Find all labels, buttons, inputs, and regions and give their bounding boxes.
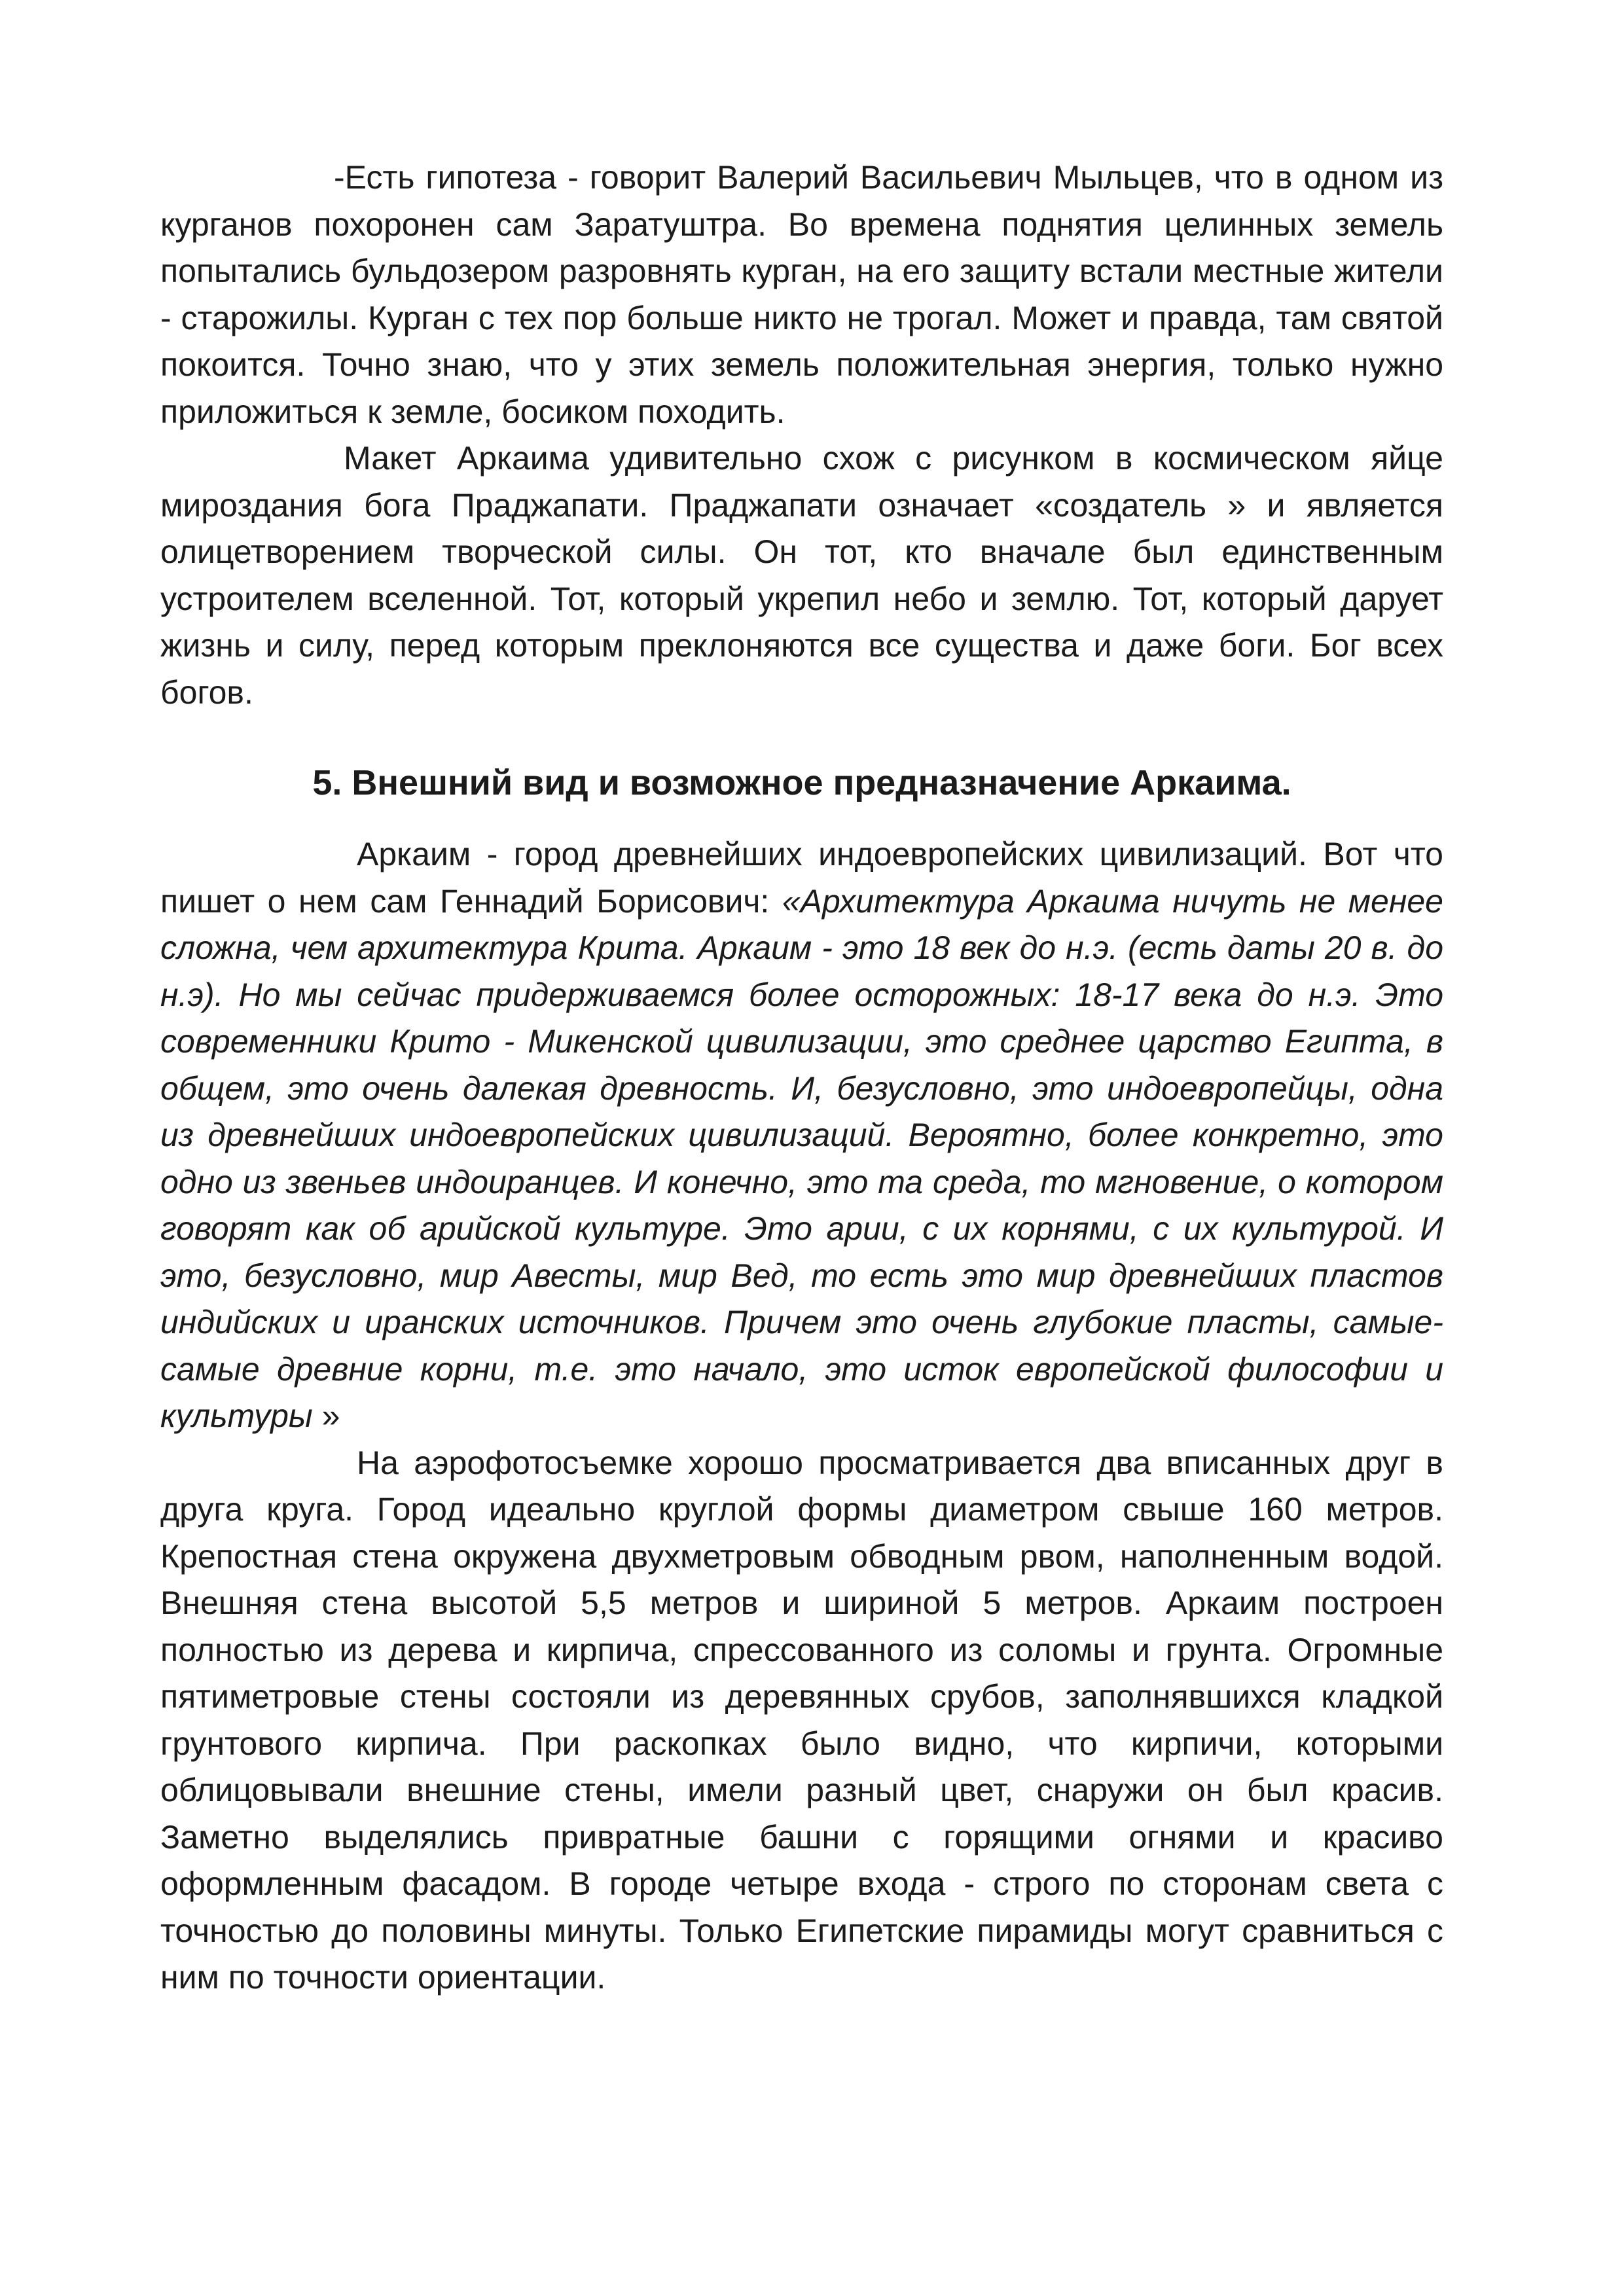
italic-quote: «Архитектура Аркаима ничуть не менее сложна, чем архитектура Крита. Аркаим - это 18 век до н.э. (есть даты 20 в. до н.э). Но мы сейчас придерживаемся более осторожных: 18-17 века до н.э. Это современники Крито - Микенской цивилизации, это среднее царство Египта, в общем, это очень далекая древность. И, безусловно, это индоевропейцы, одна из древнейших индоевропейских цивилизаций. Вероятно, более конкретно, это одно из звеньев индоиранцев. И конечно, это та среда, то мгновение, о котором говорят как об арийской культуре. Это арии, с их корнями, с их культурой. И это, безусловно, мир Авесты, мир Вед, то есть это мир древнейших пластов индийских и иранских источников. Причем это очень глубокие пласты, самые-самые древние корни, т.е. это начало, это исток европейской философии и культуры [160,882,1443,1434]
paragraph-zarathustra-hypothesis: -Есть гипотеза - говорит Валерий Васильевич Мыльцев, что в одном из курганов похоронен сам Заратуштра. Во времена поднятия целинных земель попытались бульдозером разровнять курган, на его защиту встали местные жители - старожилы. Курган с тех пор больше никто не трогал. Может и правда, там святой покоится. Точно знаю, что у этих земель положительная энергия, только нужно приложиться к земле, босиком походить. [160,159,1443,430]
paragraph-prajapati: Макет Аркаима удивительно схож с рисунком в космическом яйце мироздания бога Праджапати. Праджапати означает «создатель » и является олицетворением творческой силы. Он тот, кто вначале был единственным устроителем вселенной. Тот, который укрепил небо и землю. Тот, который дарует жизнь и силу, перед которым преклоняются все существа и даже боги. Бог всех богов. [160,440,1443,711]
paragraph-aerial-survey: На аэрофотосъемке хорошо просматривается два вписанных друг в друга круга. Город идеально круглой формы диаметром свыше 160 метров. Крепостная стена окружена двухметровым обводным рвом, наполненным водой. Внешняя стена высотой 5,5 метров и шириной 5 метров. Аркаим построен полностью из дерева и кирпича, спрессованного из соломы и грунта. Огромные пятиметровые стены состояли из деревянных срубов, заполнявшихся кладкой грунтового кирпича. При раскопках было видно, что кирпичи, которыми облицовывали внешние стены, имели разный цвет, снаружи он был красив. Заметно выделялись привратные башни с горящими огнями и красиво оформленным фасадом. В городе четыре входа - строго по сторонам света с точностью до половины минуты. Только Египетские пирамиды могут сравниться с ним по точности ориентации. [160,1444,1443,1996]
quote-closing-mark: » [312,1397,340,1434]
paragraph-arkaim-quote [160,831,1443,1440]
section-heading: 5. Внешний вид и возможное предназначение Аркаима. [312,763,1291,802]
quote-lead-text: Аркаим - город древнейших индоевропейских цивилизаций. Вот что пишет о нем сам Геннадий Борисович: [160,836,1443,920]
page-content [160,154,1443,2001]
